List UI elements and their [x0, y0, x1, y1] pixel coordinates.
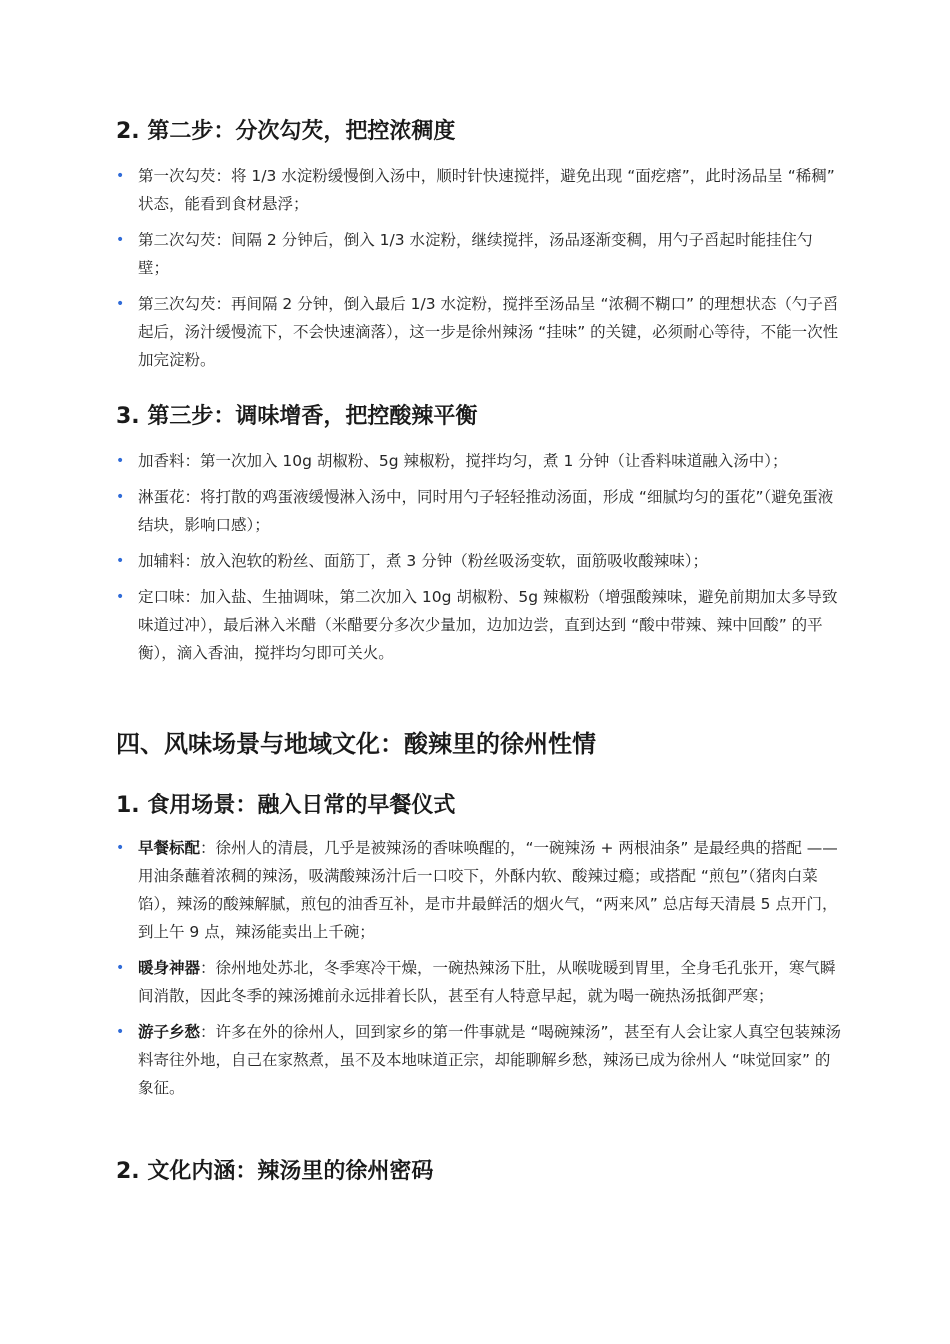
- list-item: • 第二次勾芡：间隔 2 分钟后，倒入 1/3 水淀粉，继续搅拌，汤品逐渐变稠，用勺子舀起时能挂住勺壁；: [116, 226, 842, 282]
- list-item: • 淋蛋花：将打散的鸡蛋液缓慢淋入汤中，同时用勺子轻轻推动汤面，形成 “细腻均匀的蛋花”（避免蛋液结块，影响口感）；: [116, 483, 842, 539]
- bullet-icon: •: [116, 489, 125, 505]
- list-step2: [116, 162, 842, 382]
- heading-culture: 2. 文化内涵：辣汤里的徐州密码: [116, 1159, 434, 1184]
- bullet-icon: •: [116, 453, 125, 469]
- heading-step3: 3. 第三步：调味增香，把控酸辣平衡: [116, 404, 478, 429]
- list-item: • 加辅料：放入泡软的粉丝、面筋丁，煮 3 分钟（粉丝吸汤变软，面筋吸收酸辣味）；: [116, 547, 842, 575]
- bullet-icon: •: [116, 1024, 125, 1040]
- list-item: • 加香料：第一次加入 10g 胡椒粉、5g 辣椒粉，搅拌均匀，煮 1 分钟（让香料味道融入汤中）；: [116, 447, 842, 475]
- list-item: • 第一次勾芡：将 1/3 水淀粉缓慢倒入汤中，顺时针快速搅拌，避免出现 “面疙瘩”，此时汤品呈 “稀稠” 状态，能看到食材悬浮；: [116, 162, 842, 218]
- bullet-icon: •: [116, 840, 125, 856]
- heading-scene: 1. 食用场景：融入日常的早餐仪式: [116, 793, 456, 818]
- heading-section-four: 四、风味场景与地域文化：酸辣里的徐州性情: [116, 730, 596, 758]
- list-step3: [116, 447, 842, 675]
- bullet-icon: •: [116, 232, 125, 248]
- bullet-icon: •: [116, 960, 125, 976]
- list-item: • 早餐标配：徐州人的清晨，几乎是被辣汤的香味唤醒的，“一碗辣汤 + 两根油条” 是最经典的搭配 —— 用油条蘸着浓稠的辣汤，吸满酸辣汤汁后一口咬下，外酥内软、酸辣过瘾；或搭配 “煎包”（猪肉白菜馅），辣汤的酸辣解腻，煎包的油香互补，是市井最鲜活的烟火气，“两来风” 总店每天清晨 5 点开门，到上午 9 点，辣汤能卖出上千碗；: [116, 834, 842, 946]
- list-item: • 游子乡愁：许多在外的徐州人，回到家乡的第一件事就是 “喝碗辣汤”，甚至有人会让家人真空包装辣汤料寄往外地，自己在家熬煮，虽不及本地味道正宗，却能聊解乡愁，辣汤已成为徐州人 “味觉回家” 的象征。: [116, 1018, 842, 1102]
- list-item: • 第三次勾芡：再间隔 2 分钟，倒入最后 1/3 水淀粉，搅拌至汤品呈 “浓稠不糊口” 的理想状态（勺子舀起后，汤汁缓慢流下，不会快速滴落），这一步是徐州辣汤 “挂味” 的关键，必须耐心等待，不能一次性加完淀粉。: [116, 290, 842, 374]
- list-scene: [116, 834, 842, 1110]
- list-item: • 暖身神器：徐州地处苏北，冬季寒冷干燥，一碗热辣汤下肚，从喉咙暖到胃里，全身毛孔张开，寒气瞬间消散，因此冬季的辣汤摊前永远排着长队，甚至有人特意早起，就为喝一碗热汤抵御严寒；: [116, 954, 842, 1010]
- list-item: • 定口味：加入盐、生抽调味，第二次加入 10g 胡椒粉、5g 辣椒粉（增强酸辣味，避免前期加太多导致味道过冲），最后淋入米醋（米醋要分多次少量加，边加边尝，直到达到 “酸中带辣、辣中回酸” 的平衡），滴入香油，搅拌均匀即可关火。: [116, 583, 842, 667]
- bullet-icon: •: [116, 168, 125, 184]
- bullet-icon: •: [116, 296, 125, 312]
- heading-step2: 2. 第二步：分次勾芡，把控浓稠度: [116, 119, 456, 144]
- bullet-icon: •: [116, 553, 125, 569]
- bullet-icon: •: [116, 589, 125, 605]
